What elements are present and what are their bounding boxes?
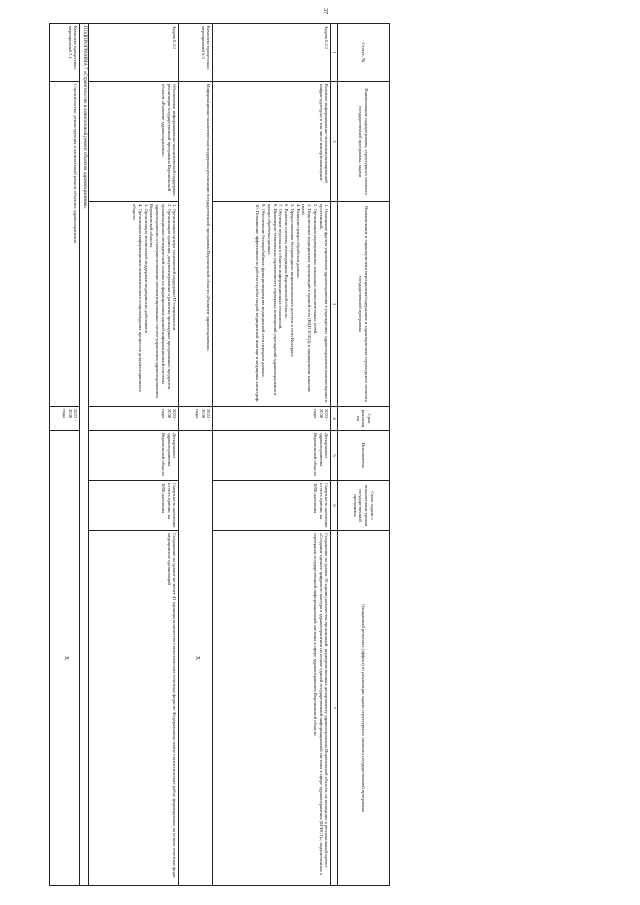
table-row-task-621 [213, 24, 331, 886]
column-number: 7 [331, 531, 338, 886]
column-number: 1 [331, 24, 338, 82]
measure-item: 4. Организация информационно-аналитического сопровождения процессов документационного оборота. [132, 204, 143, 393]
row-executor: Департамент здравоохранения Воронежской области [89, 431, 179, 481]
column-number: 4 [331, 407, 338, 431]
row-link: Смертность населения от всех причин, на 1000 населения [89, 481, 179, 531]
table-row-subprogram-7 [80, 24, 89, 886]
column-number: 6 [331, 481, 338, 531]
table-row-complex-63 [179, 24, 213, 886]
header-name: Наименование подпрограммы, структурного элемента государственной программы, задачи [338, 82, 390, 202]
column-number: 3 [331, 202, 338, 407]
row-name: Строительство, реконструкция и капитальный ремонт объектов здравоохранения [50, 82, 80, 407]
measure-item: 9. Обеспечение бесперебойного функционирования медицинской сети передачи данных. [261, 204, 267, 378]
measure-item: 1. Оснащение фронта управления здравоохранения в учреждениях здравоохранения компьютерами и оргтехникой. [318, 204, 330, 403]
table-row-task-631 [89, 24, 179, 886]
subprogram-title: ПОДПРОГРАММА 7 «Строительство и капитальный ремонт объектов здравоохранения» [80, 24, 89, 886]
measure-item: 3. Организация технической поддержки медицинских работников. [143, 204, 149, 335]
measure-item: 2. Организация корпоративных локальных вычислительных сетей. [312, 204, 318, 335]
measure-item: 7. Обучение персонала в области информационных технологий. [278, 204, 284, 330]
row-measures [213, 202, 331, 407]
header-status: Статус, № [338, 24, 390, 82]
measure-item: 1. Организация центра технической поддержки IT-специалистов. [172, 204, 178, 332]
row-measures [89, 202, 179, 407]
row-name: Обеспечение информационно-аналитической поддержки реализации государственной программы Воронежской области «Развитие здравоохранения» [89, 82, 179, 202]
measure-item: 6. Развитие системы телемедицины Воронежской области. [284, 204, 290, 319]
row-result: Сохранение на уровне не менее 41 единицы количества статистических отчетных форм по Федеральному плану статистических работ, формируемых на основе отчетных форм медицинских организаций [89, 531, 179, 886]
row-term: 2023 - 2030 годы [213, 407, 331, 431]
row-name: Развитие информационно-телекоммуникационной инфраструктуры, в том числе импортозамещение [213, 82, 331, 202]
program-table [49, 23, 390, 886]
row-status: Задача 6.2.1 [213, 24, 331, 82]
measure-item: 4. Развитие центра обработки данных. [295, 204, 301, 280]
row-name: Информационно-аналитическая поддержка реализации государственной программы Воронежской области «Развитие здравоохранения» [179, 82, 213, 407]
measure-item: 3. Подключение медицинских организаций к единой сети (ЕЦП ЗСПД) и защищенным каналам связи. [301, 204, 313, 392]
measure-item: 8. Инженерно-техническая укрепленность серверных помещений учреждений здравоохранения и центра обработки данных. [266, 204, 278, 396]
row-link: Смертность населения от всех причин, на 1000 населения [213, 481, 331, 531]
measure-item: 2. Организация хранения, документирования и развития прикладных программных продуктов, организационно-методической основы их формирования единой информационной системы здравоохранения и совершенствование автоматизированных систем управления здравоохранением Воронежской области. [149, 204, 172, 398]
header-term: Срок реализации [338, 407, 390, 431]
row-status: Комплекс процессных мероприятий 6.3 [179, 24, 213, 82]
table-header-row [338, 24, 390, 886]
row-executor: Департамент здравоохранения Воронежской области [213, 431, 331, 481]
row-term: 2023 - 2030 годы [179, 407, 213, 431]
row-result: Х [50, 431, 80, 886]
measure-item: 5. Предоставление беспроводного широкополосного доступа к сети Интернет. [289, 204, 295, 358]
row-status: Задача 6.3.1 [89, 24, 179, 82]
measure-item: 10. Повышение эффективности работы службы скорой медицинской помощи и медицины катастроф. [255, 204, 261, 403]
row-status: Комплекс процессных мероприятий 7.1 [50, 24, 80, 82]
header-executor: Исполнитель [338, 431, 390, 481]
rotated-table-sheet [10, 23, 390, 885]
row-result: Х [179, 431, 213, 886]
header-measures: Наименование и характеристика мероприятия/содержание и характеристика структурного элемента государственной программы [338, 202, 390, 407]
column-number-row [331, 24, 338, 886]
column-number: 2 [331, 82, 338, 202]
page-number: 37 [322, 8, 328, 14]
header-link: Связь задачи с показателями уровня государственной программы [338, 481, 390, 531]
table-row-complex-71 [50, 24, 80, 886]
row-term: 2023 - 2030 годы [50, 407, 80, 431]
column-number: 5 [331, 431, 338, 481]
header-result: Ожидаемый результат (эффект) от реализации задачи структурного элемента государственной программы [338, 531, 390, 886]
row-term: 2023 - 2030 годы [89, 407, 179, 431]
row-result: Сохранение на уровне 10 единиц количества организаций, подведомственных департаменту здравоохранения Воронежской области, не вошедших в региональный проект «Создание единого цифрового контура в здравоохранении на основе единой государственной информационной системы в сфере здравоохранения (ЕГИСЗ)», подключенных к серверным государственной информационной системы в сфере здравоохранения Воронежской области [213, 531, 331, 886]
